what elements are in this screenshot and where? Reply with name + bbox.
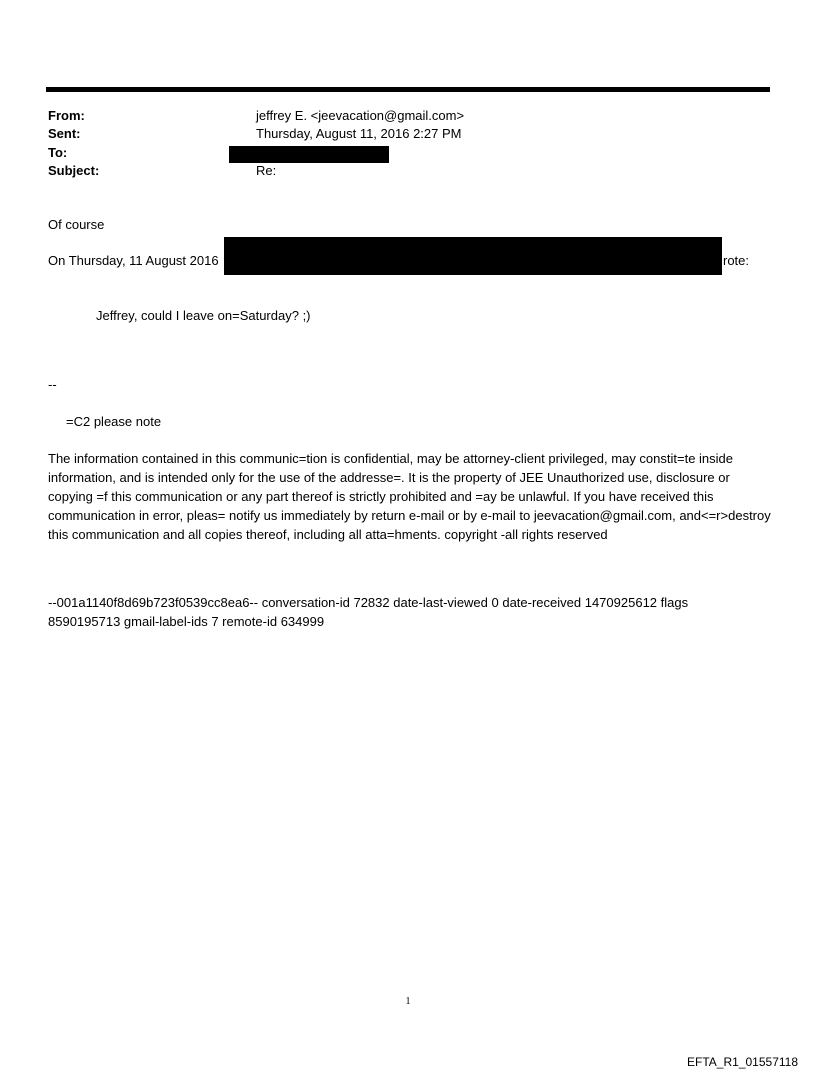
header-rule [46,87,770,92]
quoted-message: Jeffrey, could I leave on=Saturday? ;) [96,308,311,323]
from-label: From: [48,108,85,123]
signature-dashes: -- [48,377,57,392]
confidentiality-disclaimer: The information contained in this communic=tion is confidential, may be attorney-client privileged, may constit=te inside information, and is intended only for the use of the addresse=. It is the property of JEE Unauthorized use, disclosure or copying =f this communication or any part thereof is strictly prohibited and =ay be unlawful. If you have received this communication in error, pleas= notify us immediately by return e-mail or by e-mail to jeevacation@gmail.com, and<=r>destroy this communication and all copies thereof, including all atta=hments. copyright -all rights reserved [48,451,771,542]
sent-label: Sent: [48,126,81,141]
subject-value: Re: [256,163,277,178]
from-value: jeffrey E. <jeevacation@gmail.com> [256,108,465,123]
to-label: To: [48,145,68,160]
please-note: =C2 please note [66,414,162,429]
sender-redaction [224,237,722,275]
reply-text: Of course [48,217,105,232]
quote-intro-start: On Thursday, 11 August 2016 [48,253,219,268]
quote-intro-end: rote: [723,253,750,268]
message-metadata: --001a1140f8d69b723f0539cc8ea6-- conversation-id 72832 date-last-viewed 0 date-received 1470925612 flags 8590195713 gmail-label-ids 7 remote-id 634999 [48,595,689,629]
subject-label: Subject: [48,163,100,178]
page-number: 1 [405,996,411,1007]
sent-value: Thursday, August 11, 2016 2:27 PM [256,126,462,141]
to-redaction [229,146,389,163]
bates-number: EFTA_R1_01557118 [687,1055,798,1069]
